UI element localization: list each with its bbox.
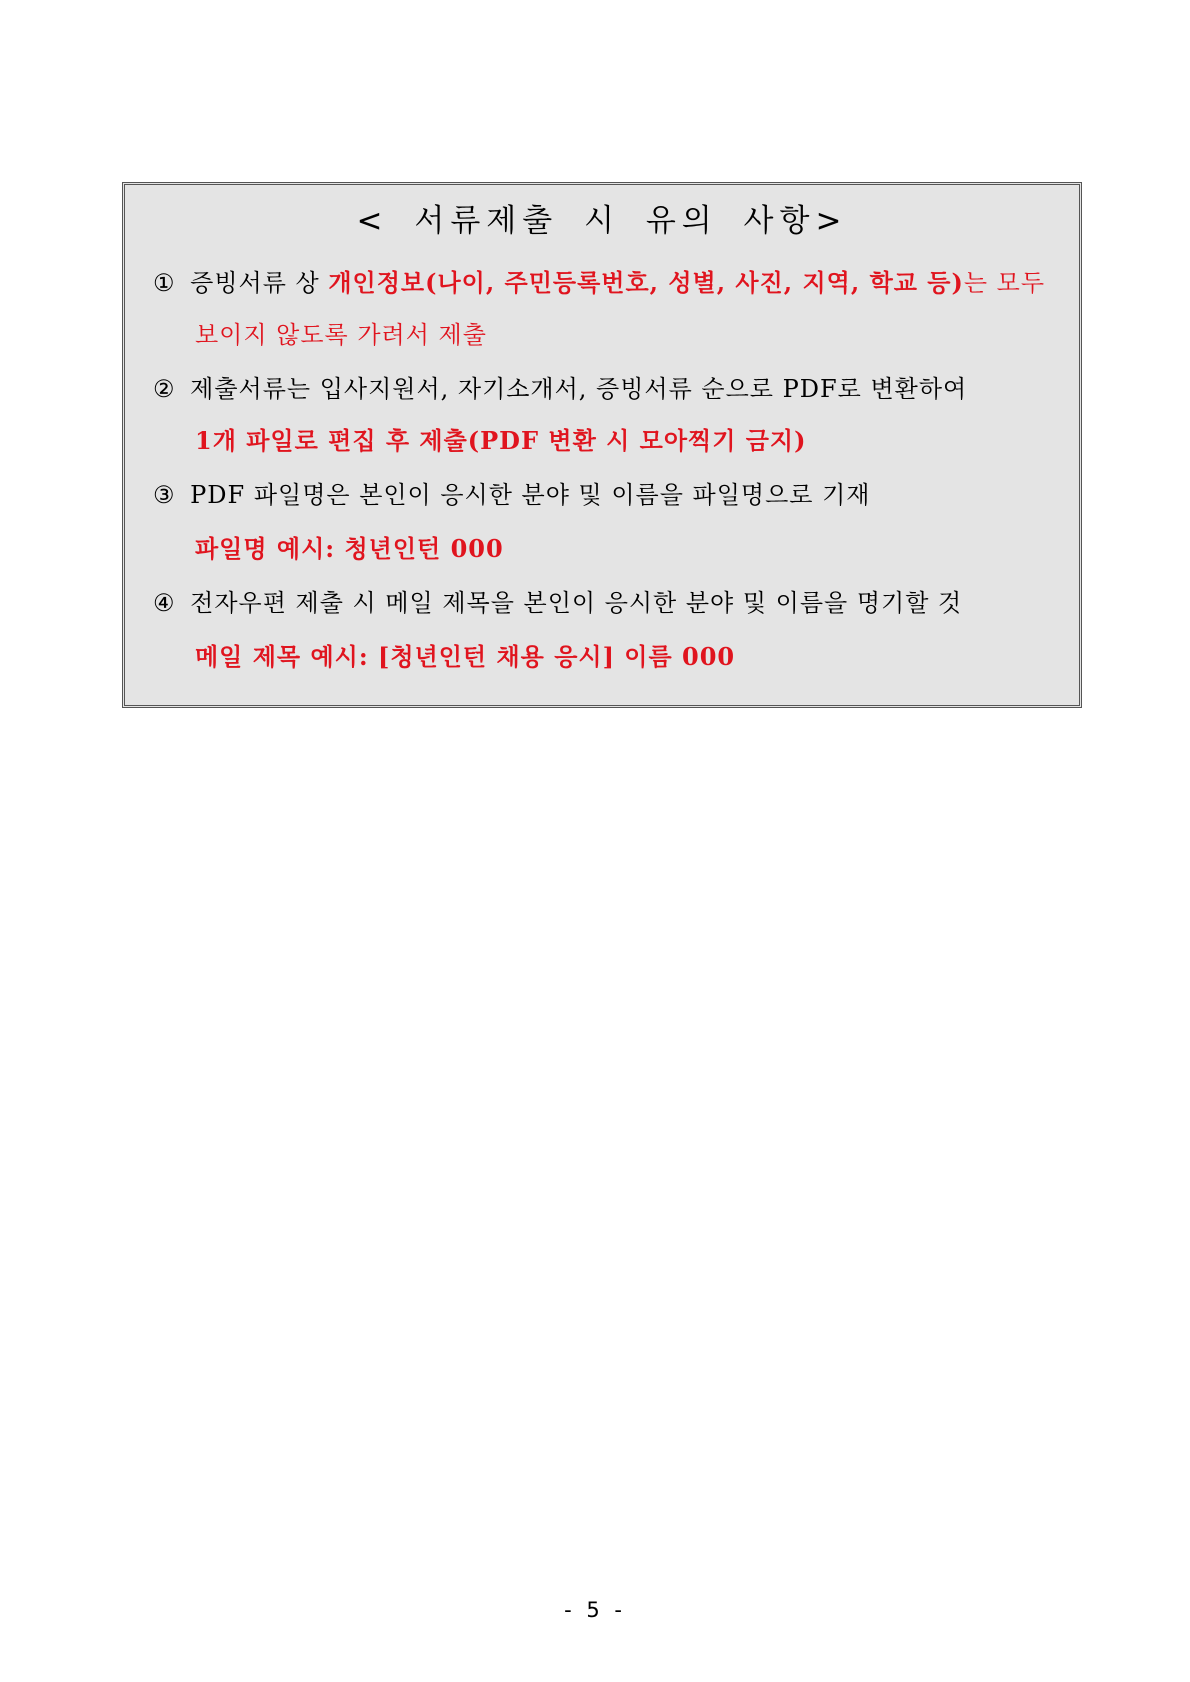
item-text: PDF 파일명은 본인이 응시한 분야 및 이름을 파일명으로 기재 [190,481,871,509]
notice-item-4-continuation: 메일 제목 예시: [청년인턴 채용 응시] 이름 000 [195,642,736,671]
item-highlight-text: 는 모두 [963,269,1046,297]
notice-item-1-continuation: 보이지 않도록 가려서 제출 [195,321,487,349]
item-number: ③ [153,481,176,509]
item-number: ① [153,269,176,297]
notice-item-1 [153,265,1069,301]
notice-box [122,182,1082,708]
item-text: 증빙서류 상 [190,269,320,297]
notice-item-2 [153,371,1069,407]
notice-item-4 [153,585,1069,621]
item-highlight-text: 개인정보(나이, 주민등록번호, 성별, 사진, 지역, 학교 등) [328,268,964,297]
item-number: ④ [153,589,176,617]
item-number: ② [153,375,176,403]
notice-item-3 [153,477,1069,513]
item-text: 제출서류는 입사지원서, 자기소개서, 증빙서류 순으로 PDF로 변환하여 [190,375,968,403]
notice-title: < 서류제출 시 유의 사항> [356,203,848,239]
page-number: - 5 - [564,1598,626,1622]
notice-item-2-continuation: 1개 파일로 편집 후 제출(PDF 변환 시 모아찍기 금지) [195,426,807,455]
item-text: 전자우편 제출 시 메일 제목을 본인이 응시한 분야 및 이름을 명기할 것 [190,589,963,617]
notice-item-3-continuation: 파일명 예시: 청년인턴 000 [195,534,504,563]
